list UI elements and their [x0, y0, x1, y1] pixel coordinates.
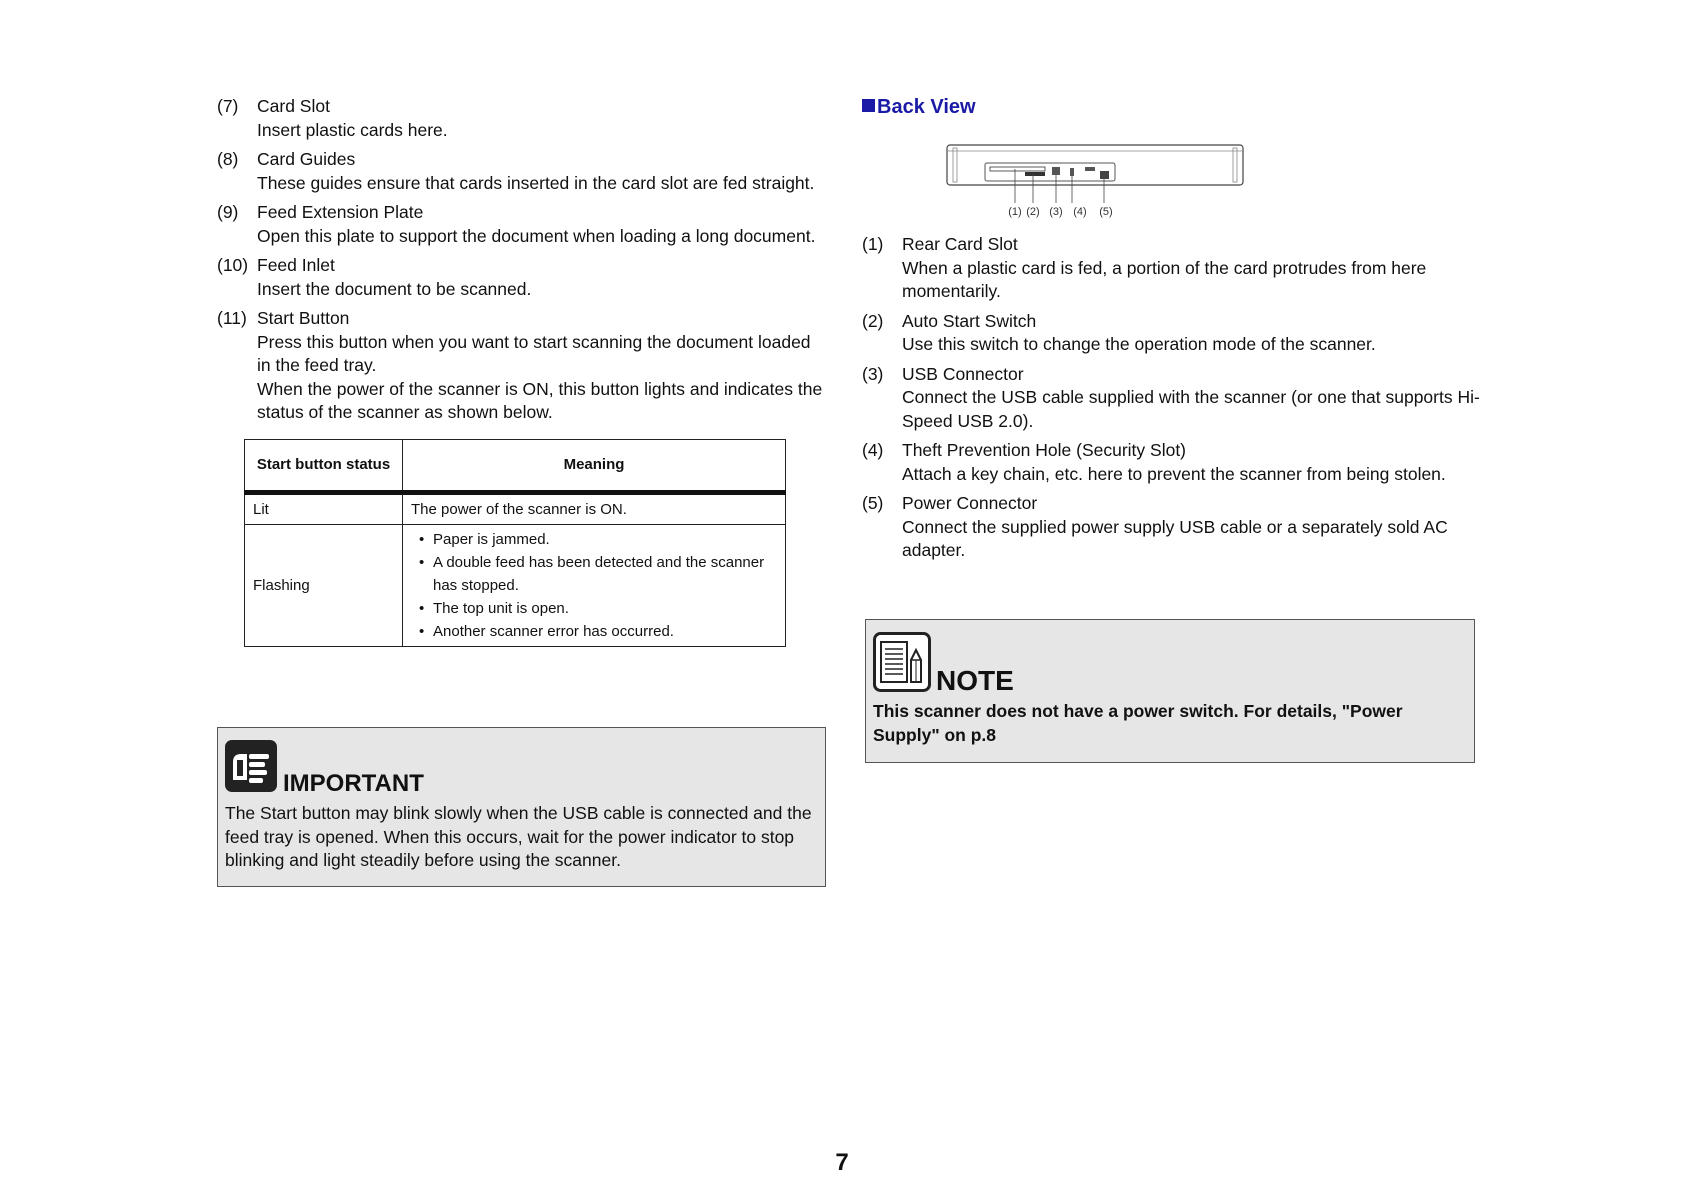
note-title: NOTE	[936, 665, 1014, 696]
left-column	[217, 95, 827, 647]
start-button-status-table	[244, 439, 786, 647]
callout-label: (2)	[1026, 206, 1040, 218]
important-text: The Start button may blink slowly when the USB cable is connected and the feed tray is opened. When this occurs, wait for the power indicator to stop blinking and light steadily before using the scanner.	[225, 803, 812, 870]
list-item: • The top unit is open.	[433, 597, 777, 620]
item-card-slot	[217, 95, 827, 142]
note-text: This scanner does not have a power switch. For details, "Power Supply" on p.8	[873, 701, 1403, 745]
note-pencil-icon	[873, 632, 931, 692]
table-cell-meaning	[403, 524, 786, 646]
item-title: Card Slot	[257, 96, 330, 116]
list-item: • Another scanner error has occurred.	[433, 620, 777, 643]
item-start-button	[217, 307, 827, 425]
table-header-row	[245, 439, 786, 492]
scanner-back-view-illustration	[945, 143, 1245, 223]
item-description: Connect the supplied power supply USB cable or a separately sold AC adapter.	[902, 516, 1448, 560]
item-power-connector	[862, 492, 1482, 563]
page-number: 7	[835, 1149, 849, 1176]
table-cell-status: Flashing	[245, 524, 403, 646]
item-feed-extension-plate	[217, 201, 827, 248]
list-item: • Paper is jammed.	[433, 528, 777, 551]
note-box	[865, 619, 1475, 763]
table-header-status: Start button status	[245, 439, 403, 492]
table-cell-meaning: The power of the scanner is ON.	[403, 492, 786, 524]
item-number: (11)	[217, 308, 247, 328]
table-cell-status: Lit	[245, 492, 403, 524]
item-number: (2)	[862, 310, 884, 331]
item-title: Feed Extension Plate	[257, 202, 424, 222]
callout-label: (3)	[1049, 206, 1063, 218]
item-description: Open this plate to support the document when loading a long document.	[257, 225, 816, 246]
item-number: (3)	[862, 363, 884, 384]
item-rear-card-slot	[862, 233, 1482, 304]
item-title: Theft Prevention Hole (Security Slot)	[902, 440, 1187, 460]
bullet-square-icon	[862, 99, 875, 112]
item-card-guides	[217, 148, 827, 195]
table-header-meaning: Meaning	[403, 439, 786, 492]
item-description: These guides ensure that cards inserted in the card slot are fed straight.	[257, 172, 815, 193]
table-row	[245, 492, 786, 524]
item-title: Card Guides	[257, 149, 356, 169]
callout-label: (5)	[1099, 206, 1113, 218]
item-feed-inlet	[217, 254, 827, 301]
item-title: Feed Inlet	[257, 255, 335, 275]
item-number: (5)	[862, 493, 884, 513]
item-number: (9)	[217, 202, 239, 222]
item-description: When the power of the scanner is ON, this button lights and indicates the status of the scanner as shown below.	[257, 378, 823, 422]
item-description: Use this switch to change the operation mode of the scanner.	[902, 334, 1376, 354]
table-row	[245, 524, 786, 646]
item-title: Start Button	[257, 308, 350, 328]
important-box	[217, 727, 826, 887]
item-description: Insert plastic cards here.	[257, 119, 448, 140]
item-number: (8)	[217, 149, 239, 169]
item-title: Auto Start Switch	[902, 310, 1037, 331]
item-description: When a plastic card is fed, a portion of the card protrudes from here momentarily.	[902, 257, 1427, 301]
item-auto-start-switch	[862, 310, 1482, 357]
important-title: IMPORTANT	[283, 770, 424, 797]
item-number: (1)	[862, 234, 884, 254]
item-usb-connector	[862, 363, 1482, 434]
item-title: Rear Card Slot	[902, 234, 1018, 254]
item-number: (7)	[217, 96, 239, 116]
meaning-list	[411, 528, 777, 643]
callout-label: (1)	[1008, 206, 1022, 218]
item-description: Press this button when you want to start scanning the document loaded in the feed tray.	[257, 331, 811, 375]
right-column	[862, 233, 1482, 569]
item-title: Power Connector	[902, 493, 1038, 513]
item-description: Insert the document to be scanned.	[257, 278, 532, 299]
item-number: (10)	[217, 255, 249, 275]
callout-label: (4)	[1073, 206, 1087, 218]
back-view-heading-text: Back View	[877, 96, 976, 118]
back-view-heading	[862, 96, 976, 119]
important-hand-icon	[225, 740, 277, 792]
item-description: Connect the USB cable supplied with the scanner (or one that supports Hi-Speed USB 2.0).	[902, 387, 1480, 431]
item-title: USB Connector	[902, 363, 1024, 384]
item-description: Attach a key chain, etc. here to prevent the scanner from being stolen.	[902, 463, 1446, 484]
item-theft-prevention-hole	[862, 439, 1482, 486]
list-item: • A double feed has been detected and the scanner has stopped.	[433, 551, 777, 597]
item-number: (4)	[862, 440, 884, 460]
